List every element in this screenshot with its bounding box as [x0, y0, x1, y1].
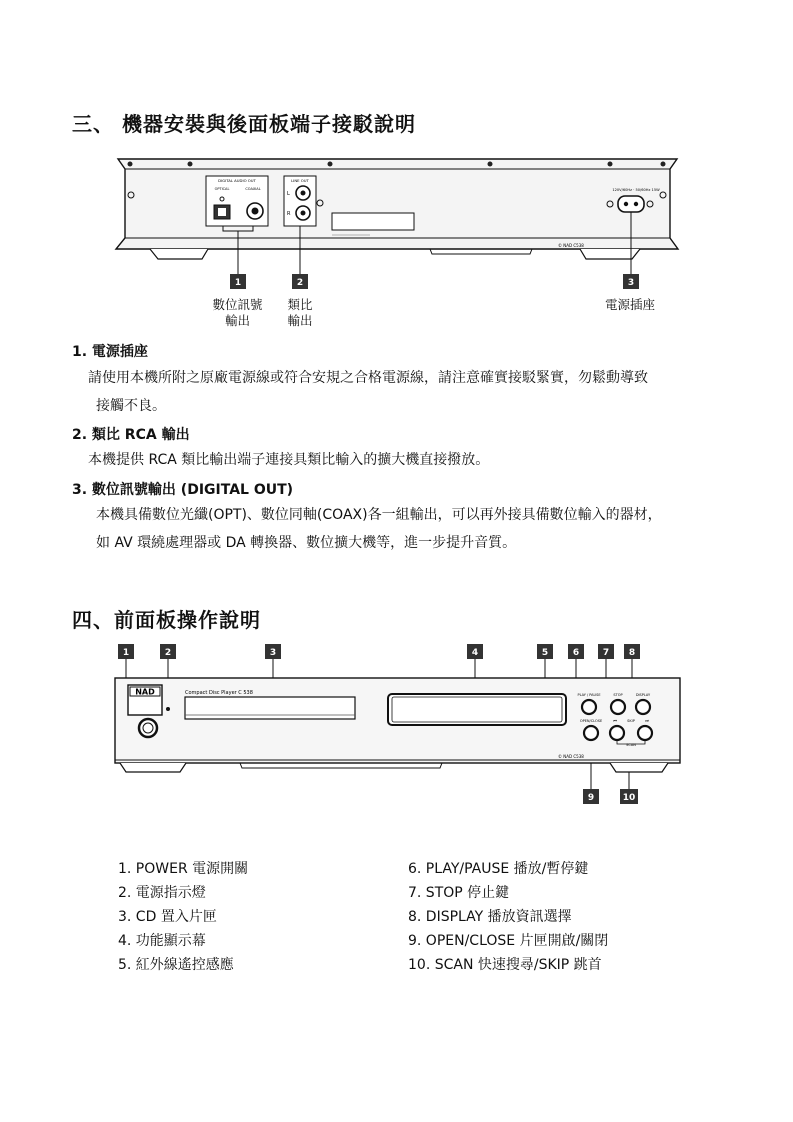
list-item: 6. PLAY/PAUSE 播放/暫停鍵: [408, 861, 589, 877]
callout-label-3-line1: 電源插座: [604, 297, 655, 312]
front-list-left: [118, 857, 248, 977]
front-badge-10: 10: [622, 793, 636, 803]
list-item: 7. STOP 停止鍵: [408, 885, 510, 901]
callout-label-2-line2: 輸出: [287, 313, 313, 328]
callout-label-1: [205, 297, 270, 329]
line-out-label: LINE OUT: [291, 178, 309, 183]
callout-badge-2: 2: [296, 278, 304, 288]
skip-forward-icon: ⏭: [645, 718, 649, 723]
list-item: 2. 電源指示燈: [118, 885, 206, 901]
item1-title: 1. 電源插座: [72, 344, 148, 360]
open-close-label: OPEN/CLOSE: [579, 719, 603, 723]
callout-badge-3: 3: [627, 278, 635, 288]
display-label: DISPLAY: [635, 693, 651, 697]
item3-line1: 本機具備數位光纖(OPT)、數位同軸(COAX)各一組輸出，可以再外接具備數位輸入的器材，: [96, 507, 662, 523]
list-item: 4. 功能顯示幕: [118, 933, 206, 949]
scan-label: SCAN: [626, 743, 636, 747]
callout-label-1-line1: 數位訊號: [212, 297, 263, 312]
list-item: 10. SCAN 快速搜尋/SKIP 跳首: [408, 957, 602, 973]
front-badge-8: 8: [628, 648, 636, 658]
front-badge-4: 4: [471, 648, 479, 658]
item2-title: 2. 類比 RCA 輸出: [72, 427, 190, 443]
coaxial-label: COAXIAL: [245, 187, 261, 191]
front-badge-9: 9: [587, 793, 595, 803]
front-badge-7: 7: [602, 648, 610, 658]
front-badge-5: 5: [541, 648, 549, 658]
front-brand-small: © NAD C538: [558, 754, 584, 759]
skip-label: SKIP: [627, 719, 635, 723]
section3-title: 三、 機器安裝與後面板端子接駁說明: [72, 112, 416, 136]
item1-line1: 請使用本機所附之原廠電源線或符合安規之合格電源線，請注意確實接駁緊實，勿鬆動導致: [88, 370, 648, 386]
front-badge-6: 6: [572, 648, 580, 658]
item3-title: 3. 數位訊號輸出 (DIGITAL OUT): [72, 482, 294, 498]
list-item: 5. 紅外線遙控感應: [118, 957, 234, 973]
rear-brand-small: © NAD C538: [558, 243, 584, 248]
left-channel-label: L: [287, 191, 290, 197]
callout-label-1-line2: 輸出: [224, 313, 250, 328]
section4-title: 四、前面板操作說明: [72, 608, 261, 632]
callout-badge-1: 1: [234, 278, 242, 288]
front-badge-2: 2: [164, 648, 172, 658]
list-item: 3. CD 置入片匣: [118, 909, 217, 925]
power-rating-label: 120V/60Hz · 50/60Hz 15W: [612, 188, 660, 192]
callout-label-2: [275, 297, 325, 329]
digital-audio-out-label: DIGITAL AUDIO OUT: [218, 178, 256, 183]
optical-label: OPTICAL: [214, 187, 230, 191]
model-label: Compact Disc Player C 538: [185, 690, 253, 696]
play-pause-label: PLAY / PAUSE: [577, 693, 601, 697]
front-list-right: [408, 857, 608, 977]
stop-label: STOP: [613, 693, 623, 697]
front-badge-1: 1: [122, 648, 130, 658]
callout-label-3: [595, 297, 665, 313]
list-item: 8. DISPLAY 播放資訊選擇: [408, 909, 572, 925]
front-panel-diagram: [110, 640, 685, 810]
item3-line2: 如 AV 環繞處理器或 DA 轉換器、數位擴大機等，進一步提升音質。: [96, 535, 517, 551]
front-badge-3: 3: [269, 648, 277, 658]
list-item: 1. POWER 電源開關: [118, 861, 249, 877]
right-channel-label: R: [287, 211, 291, 217]
callout-label-2-line1: 類比: [287, 297, 313, 312]
item2-line1: 本機提供 RCA 類比輸出端子連接具類比輸入的擴大機直接撥放。: [88, 452, 490, 468]
item1-line2: 接觸不良。: [96, 398, 166, 414]
nad-logo: NAD: [135, 687, 155, 697]
list-item: 9. OPEN/CLOSE 片匣開啟/關閉: [408, 933, 609, 949]
skip-back-icon: ⏮: [613, 718, 617, 723]
